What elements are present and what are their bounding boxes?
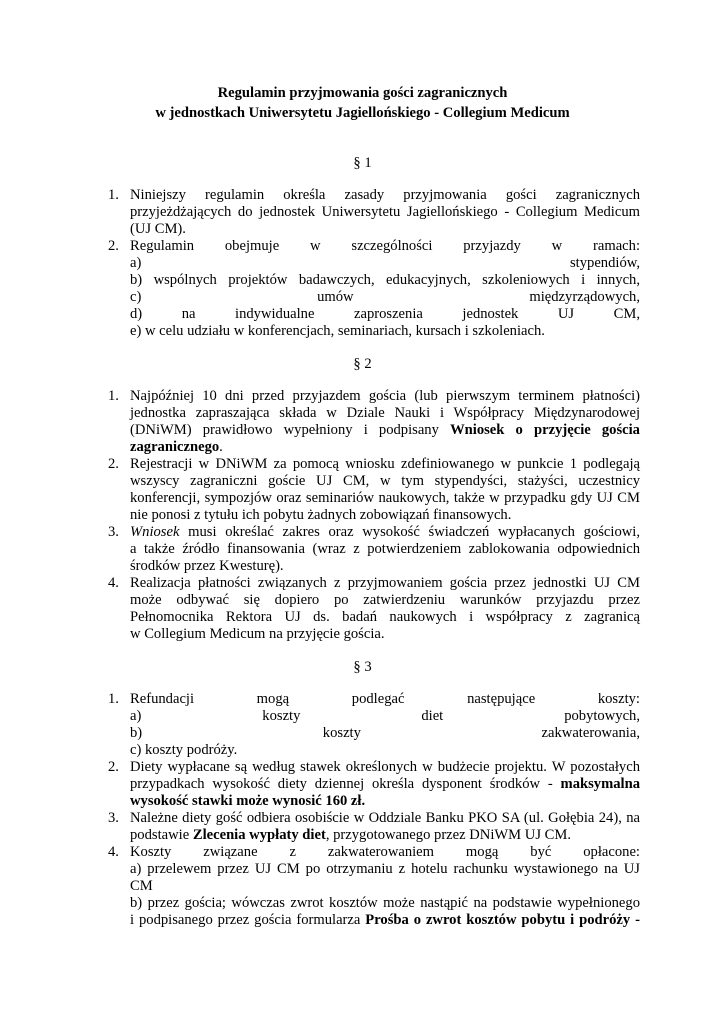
item-number: 2.: [108, 759, 119, 775]
sub-item: b) koszty zakwaterowania,: [130, 725, 640, 741]
bold-text: Zlecenia wypłaty diet: [192, 827, 326, 843]
item-number: 1.: [108, 388, 119, 404]
sub-item: a) koszty diet pobytowych,: [130, 708, 640, 724]
title-line-2: w jednostkach Uniwersytetu Jagiellońskiego - Collegium Medicum: [155, 105, 570, 121]
text-line: jednostka zapraszająca składa w Dziale Nauki i Współpracy Międzynarodowej: [130, 405, 640, 421]
text-line: a) przelewem przez UJ CM po otrzymaniu z hotelu rachunku wystawionego na UJ: [130, 861, 640, 877]
text-span: musi określać zakres oraz wysokość świadczeń wypłacanych gościowi,: [188, 524, 640, 540]
section-3-list: [108, 691, 640, 929]
text-line: Pełnomocnika Rektora UJ ds. badań naukowych i współpracy z zagranicą: [130, 609, 640, 625]
document-title: [0, 83, 725, 123]
item-number: 2.: [108, 456, 119, 472]
text-span: (DNiWM) prawidłowo wypełniony i podpisany: [130, 422, 439, 438]
sub-item: e) w celu udziału w konferencjach, seminariach, kursach i szkoleniach.: [130, 323, 545, 339]
text-line: b) przez gościa; wówczas zwrot kosztów może nastąpić na podstawie wypełnionego: [130, 895, 640, 911]
sub-item: b) wspólnych projektów badawczych, edukacyjnych, szkoleniowych i innych,: [130, 272, 640, 288]
item-number: 3.: [108, 810, 119, 826]
item-number: 2.: [108, 238, 119, 254]
item-number: 4.: [108, 575, 119, 591]
text-span: przypadkach wysokość diety dziennej określa dysponent środków -: [130, 776, 553, 792]
list-item: [108, 810, 640, 844]
list-item: [108, 388, 640, 456]
sub-item: a) stypendiów,: [130, 255, 640, 271]
text-line: Diety wypłacane są według stawek określonych w budżecie projektu. W pozostałych: [130, 759, 640, 775]
text-line: Refundacji mogą podlegać następujące koszty:: [130, 691, 640, 707]
text-line: może odbywać się dopiero po zatwierdzeniu warunków przyjazdu przez: [130, 592, 640, 608]
text-line: [130, 422, 640, 439]
section-2-list: [108, 388, 640, 643]
title-line-1: Regulamin przyjmowania gości zagranicznych: [217, 85, 508, 101]
text-span: podstawie: [130, 827, 190, 843]
bold-text: maksymalna: [560, 776, 640, 792]
list-item: [108, 691, 640, 759]
list-item: [108, 456, 640, 524]
text-line: [130, 827, 640, 844]
bold-text: zagranicznego: [130, 439, 220, 455]
text-line: (UJ CM).: [130, 221, 186, 237]
text-line: a także źródło finansowania (wraz z potwierdzeniem zablokowania odpowiednich: [130, 541, 640, 557]
sub-item: c) umów międzyrządowych,: [130, 289, 640, 305]
sub-item: d) na indywidualne zaproszenia jednostek UJ CM,: [130, 306, 640, 322]
text-line: [130, 776, 640, 793]
text-line: Niniejszy regulamin określa zasady przyjmowania gości zagranicznych: [130, 187, 640, 203]
item-number: 1.: [108, 187, 119, 203]
list-item: [108, 187, 640, 238]
text-line: środków przez Kwesturę).: [130, 558, 284, 574]
bold-text: wysokość stawki może wynosić 160 zł.: [130, 793, 366, 809]
item-number: 3.: [108, 524, 119, 540]
text-line: Realizacja płatności związanych z przyjmowaniem gościa przez jednostki UJ CM: [130, 575, 640, 591]
text-span: , przygotowanego przez DNiWM UJ CM.: [325, 827, 572, 843]
sub-item: c) koszty podróży.: [130, 742, 238, 758]
text-line: w Collegium Medicum na przyjęcie gościa.: [130, 626, 385, 642]
section-1-list: [108, 187, 640, 340]
text-span: .: [219, 439, 223, 455]
text-line: Regulamin obejmuje w szczególności przyjazdy w ramach:: [130, 238, 640, 254]
section-1-heading: § 1: [353, 155, 372, 171]
text-line: [130, 439, 640, 456]
bold-text: Wniosek o przyjęcie gościa: [450, 422, 640, 438]
list-item: [108, 759, 640, 810]
list-item: [108, 524, 640, 575]
text-line: wszyscy zagraniczni goście UJ CM, w tym stypendyści, stażyści, uczestnicy: [130, 473, 640, 489]
section-3-heading: § 3: [353, 659, 372, 675]
text-line: [130, 524, 640, 541]
text-span: i podpisanego przez gościa formularza: [130, 912, 361, 928]
text-line: przyjeżdżających do jednostek Uniwersytetu Jagiellońskiego - Collegium Medicum: [130, 204, 640, 220]
section-2-heading: § 2: [353, 356, 372, 372]
text-line: [130, 793, 640, 810]
bold-text: Prośba o zwrot kosztów pobytu i podróży -: [365, 912, 640, 928]
item-number: 4.: [108, 844, 119, 860]
text-line: Należne diety gość odbiera osobiście w Oddziale Banku PKO SA (ul. Gołębia 24), na: [130, 810, 640, 826]
text-line: Najpóźniej 10 dni przed przyjazdem gościa (lub pierwszym terminem płatności): [130, 388, 640, 404]
list-item: [108, 238, 640, 340]
text-line: konferencji, sympozjów oraz seminariów naukowych, także w przypadku gdy UJ CM: [130, 490, 640, 506]
item-number: 1.: [108, 691, 119, 707]
text-line: nie ponosi z tytułu ich pobytu żadnych zobowiązań finansowych.: [130, 507, 512, 523]
list-item: [108, 844, 640, 929]
text-line: Koszty związane z zakwaterowaniem mogą być opłacone:: [130, 844, 640, 860]
italic-text: Wniosek: [130, 524, 180, 540]
text-line: CM: [130, 878, 153, 894]
text-line: [130, 912, 640, 929]
list-item: [108, 575, 640, 643]
text-line: Rejestracji w DNiWM za pomocą wniosku zdefiniowanego w punkcie 1 podlegają: [130, 456, 640, 472]
